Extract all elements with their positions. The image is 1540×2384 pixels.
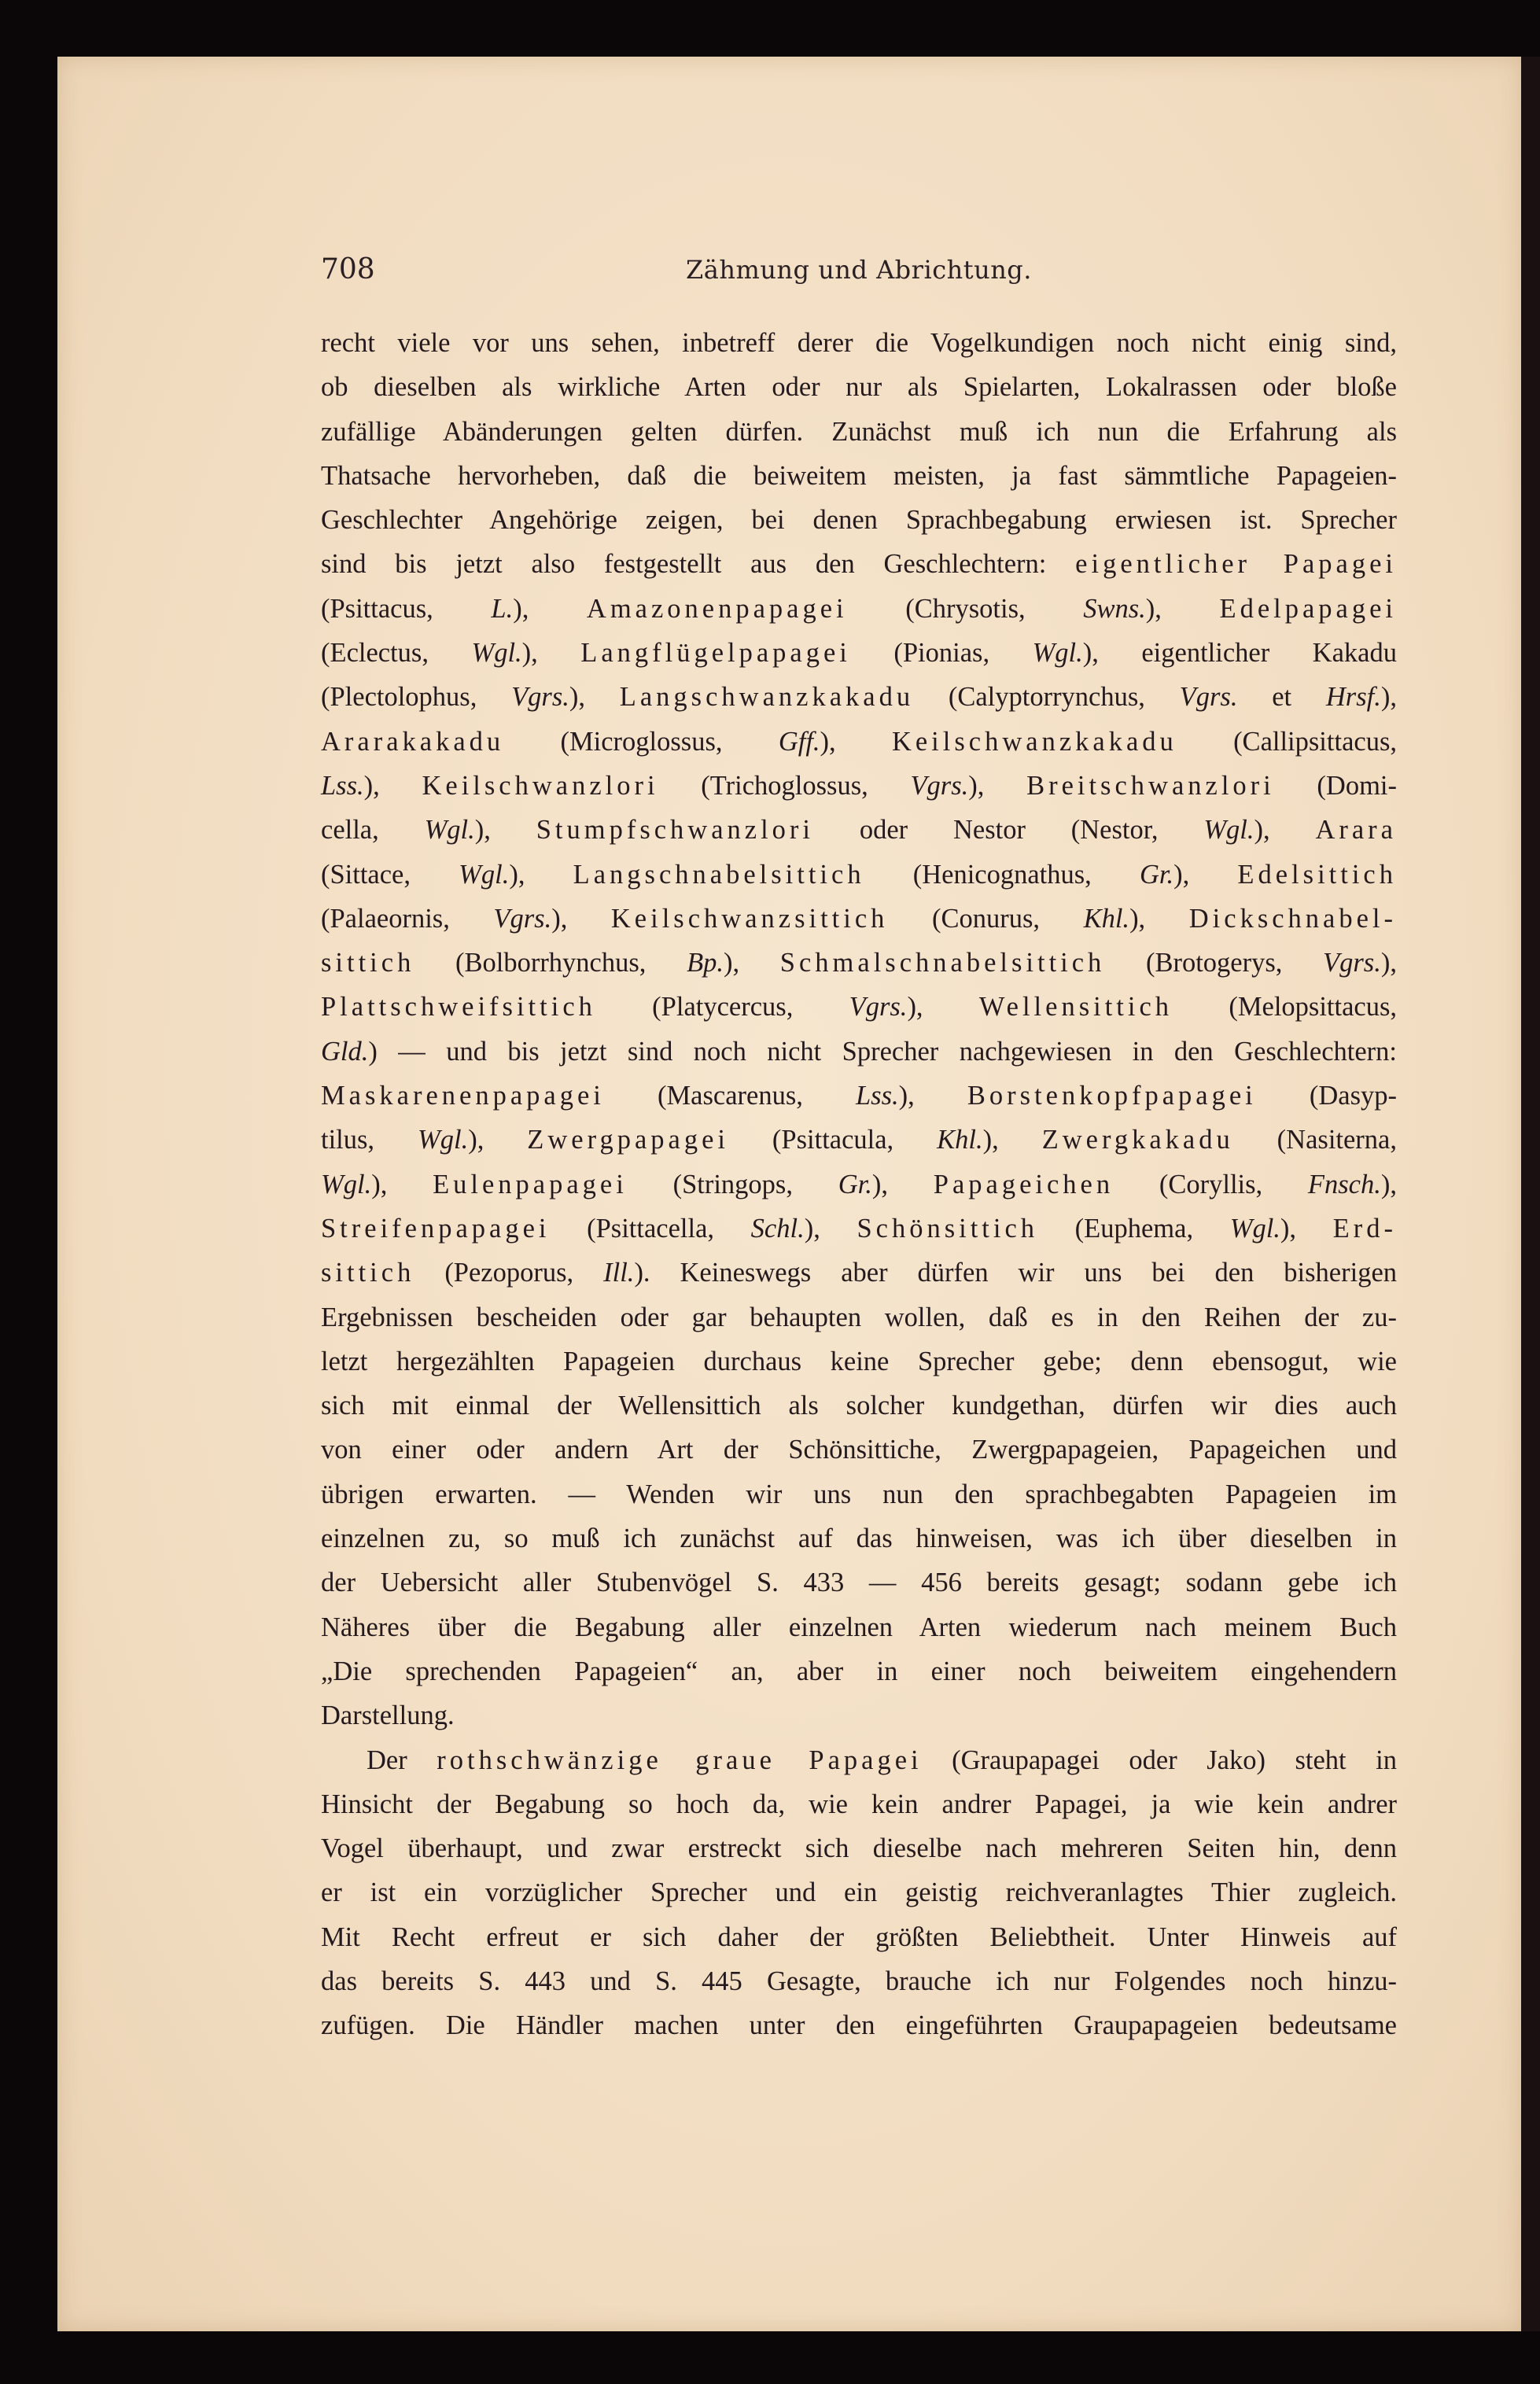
author-abbreviation: Gr. (1139, 859, 1174, 890)
text-segment: Mit Recht erfreut er sich daher der größten Beliebtheit. Unter Hinweis auf (321, 1922, 1397, 1952)
text-segment: (Coryllis, (1114, 1169, 1308, 1199)
text-segment: ), (968, 770, 1027, 801)
author-abbreviation: Gld. (321, 1036, 369, 1067)
author-abbreviation: Wgl. (321, 1169, 372, 1199)
text-line (321, 1738, 1397, 1782)
author-abbreviation: Wgl. (1203, 815, 1254, 846)
text-segment: ), eigentlicher Kakadu (1082, 638, 1397, 669)
text-line (321, 631, 1397, 675)
text-line (321, 1516, 1397, 1560)
spaced-emphasis: Dickschnabel- (1188, 903, 1398, 934)
text-segment: (Chrysotis, (847, 593, 1084, 624)
spaced-emphasis: sittich (321, 948, 415, 978)
author-abbreviation: Hrsf. (1325, 682, 1381, 713)
spaced-emphasis: Streifenpapagei (321, 1213, 551, 1244)
text-segment: recht viele vor uns sehen, inbetreff derer die Vogelkundigen noch nicht einig sind, (321, 328, 1397, 358)
author-abbreviation: Wgl. (459, 859, 510, 890)
author-abbreviation: Swns. (1083, 593, 1146, 624)
text-line (321, 1915, 1397, 1959)
text-segment: (Psittacella, (550, 1213, 751, 1244)
text-segment: oder Nestor (Nestor, (814, 815, 1204, 846)
spaced-emphasis: Maskarenenpapagei (321, 1081, 605, 1111)
text-segment: ), (1380, 682, 1397, 713)
text-segment: ), (371, 1169, 433, 1199)
text-line (321, 1118, 1397, 1162)
text-segment: ), (907, 992, 979, 1023)
spaced-emphasis: Breitschwanzlori (1026, 770, 1275, 801)
author-abbreviation: Wgl. (418, 1125, 469, 1155)
author-abbreviation: Bp. (687, 948, 724, 978)
text-segment: übrigen erwarten. — Wenden wir uns nun den sprachbegabten Papageien im (321, 1479, 1397, 1509)
text-line (321, 454, 1397, 498)
text-segment: „Die sprechenden Papageien“ an, aber in einer noch beiweitem eingehendern (321, 1656, 1397, 1686)
text-segment: ), (521, 638, 581, 669)
text-line (321, 1605, 1397, 1649)
text-segment: (Euphema, (1038, 1213, 1230, 1244)
page-header (321, 253, 1397, 293)
text-segment: ), (1254, 815, 1316, 846)
text-segment: et (1237, 682, 1326, 713)
author-abbreviation: Fnsch. (1307, 1169, 1381, 1199)
text-line (321, 1163, 1397, 1207)
spaced-emphasis: Papageichen (933, 1169, 1114, 1199)
text-line (321, 675, 1397, 719)
text-segment: Ergebnissen bescheiden oder gar behaupten wollen, daß es in den Reihen der zu- (321, 1302, 1397, 1332)
text-line (321, 764, 1397, 808)
text-segment: (Mascarenus, (604, 1081, 856, 1111)
text-line (321, 897, 1397, 941)
spaced-emphasis: Langschwanzkakadu (619, 682, 915, 713)
text-segment: (Callipsittacus, (1177, 726, 1397, 757)
spaced-emphasis: Schönsittich (857, 1213, 1039, 1244)
text-segment: (Psittacula, (728, 1125, 938, 1155)
text-segment: (Melopsittacus, (1173, 992, 1398, 1023)
text-line (321, 853, 1397, 897)
running-title: Zähmung und Abrichtung. (686, 255, 1032, 285)
text-line (321, 1251, 1397, 1295)
text-line (321, 498, 1397, 542)
text-line (321, 1428, 1397, 1472)
author-abbreviation: Vgrs. (493, 903, 552, 934)
spaced-emphasis: Amazonenpapagei (586, 593, 848, 624)
spaced-emphasis: eigentlicher Papagei (1075, 549, 1397, 580)
text-segment: zufällige Abänderungen gelten dürfen. Zunächst muß ich nun die Erfahrung als (321, 416, 1397, 447)
text-segment: Thatsache hervorheben, daß die beiweitem meisten, ja fast sämmtliche Papageien- (321, 460, 1397, 491)
text-line (321, 808, 1397, 852)
text-segment: ), (513, 593, 587, 624)
text-line (321, 1693, 1397, 1737)
author-abbreviation: Lss. (855, 1081, 899, 1111)
spaced-emphasis: Erd- (1332, 1213, 1397, 1244)
text-line (321, 1782, 1397, 1826)
text-segment: Vogel überhaupt, und zwar erstreckt sich dieselbe nach mehreren Seiten hin, denn (321, 1833, 1397, 1864)
text-segment: (Platycercus, (595, 992, 849, 1023)
text-line (321, 985, 1397, 1029)
author-abbreviation: Schl. (750, 1213, 805, 1244)
text-line (321, 1649, 1397, 1693)
text-segment: tilus, (321, 1125, 418, 1155)
spaced-emphasis: Eulenpapagei (433, 1169, 628, 1199)
author-abbreviation: Ill. (603, 1258, 635, 1288)
author-abbreviation: Vgrs. (1323, 948, 1381, 978)
text-segment: (Plectolophus, (321, 682, 512, 713)
author-abbreviation: Wgl. (1229, 1213, 1280, 1244)
text-segment: ), (1173, 859, 1238, 890)
spaced-emphasis: Keilschwanzkakadu (891, 726, 1177, 757)
spaced-emphasis: Arara (1315, 815, 1397, 846)
text-segment: ), (474, 815, 536, 846)
text-segment: Der (367, 1745, 437, 1775)
text-line (321, 1560, 1397, 1605)
text-segment: (Pezoporus, (414, 1258, 604, 1288)
text-segment: (Microglossus, (504, 726, 779, 757)
text-segment: sind bis jetzt also festgestellt aus den Geschlechtern: (321, 549, 1076, 580)
text-segment: (Henicognathus, (864, 859, 1140, 890)
text-segment: ), (982, 1125, 1042, 1155)
author-abbreviation: Gr. (838, 1169, 872, 1199)
text-segment: Näheres über die Begabung aller einzelnen Arten wiederum nach meinem Buch (321, 1612, 1397, 1642)
author-abbreviation: Khl. (937, 1125, 983, 1155)
text-segment: ), (804, 1213, 857, 1244)
text-segment: (Stringops, (627, 1169, 838, 1199)
text-segment: ). Keineswegs aber dürfen wir uns bei den bisherigen (634, 1258, 1398, 1288)
spaced-emphasis: Edelpapagei (1219, 593, 1397, 624)
text-segment: (Domi- (1274, 770, 1397, 801)
text-segment: ), (820, 726, 892, 757)
spaced-emphasis: Zwergpapagei (527, 1125, 729, 1155)
text-line (321, 410, 1397, 454)
spaced-emphasis: Langschnabelsittich (573, 859, 865, 890)
text-segment: ), (1129, 903, 1189, 934)
spaced-emphasis: Plattschweifsittich (321, 992, 596, 1023)
text-segment: sich mit einmal der Wellensittich als solcher kundgethan, dürfen wir dies auch (321, 1391, 1397, 1421)
author-abbreviation: Lss. (321, 770, 364, 801)
spaced-emphasis: Stumpfschwanzlori (536, 815, 815, 846)
text-line (321, 321, 1397, 365)
text-line (321, 587, 1397, 631)
text-line (321, 1870, 1397, 1914)
spaced-emphasis: Schmalschnabelsittich (779, 948, 1106, 978)
spaced-emphasis: Ararakakadu (321, 726, 505, 757)
spaced-emphasis: rothschwänzige graue Papagei (437, 1745, 923, 1775)
text-segment: ob dieselben als wirkliche Arten oder nur als Spielarten, Lokalrassen oder bloße (321, 372, 1397, 403)
text-segment: (Sittace, (321, 859, 459, 890)
text-line (321, 1339, 1397, 1384)
author-abbreviation: Wgl. (424, 815, 475, 846)
text-segment: (Conurus, (888, 903, 1084, 934)
text-segment: das bereits S. 443 und S. 445 Gesagte, brauche ich nur Folgendes noch hinzu- (321, 1966, 1397, 1996)
text-segment: ), (509, 859, 573, 890)
text-segment: (Nasiterna, (1233, 1125, 1397, 1155)
text-segment: (Pionias, (850, 638, 1033, 669)
author-abbreviation: Wgl. (471, 638, 522, 669)
text-segment: einzelnen zu, so muß ich zunächst auf das hinweisen, was ich über dieselben in (321, 1524, 1397, 1554)
text-line (321, 542, 1397, 586)
text-segment: cella, (321, 815, 425, 846)
text-segment: ), (363, 770, 422, 801)
text-segment: letzt hergezählten Papageien durchaus keine Sprecher gebe; denn ebensogut, wie (321, 1346, 1397, 1376)
text-line (321, 365, 1397, 409)
text-segment: ), (724, 948, 780, 978)
text-line (321, 1074, 1397, 1118)
spaced-emphasis: Borstenkopfpapagei (967, 1081, 1257, 1111)
spaced-emphasis: Wellensittich (978, 992, 1173, 1023)
author-abbreviation: Khl. (1083, 903, 1130, 934)
text-segment: Hinsicht der Begabung so hoch da, wie kein andrer Papagei, ja wie kein andrer (321, 1789, 1397, 1819)
text-segment: Geschlechter Angehörige zeigen, bei denen Sprachbegabung erwiesen ist. Sprecher (321, 505, 1397, 536)
text-segment: (Palaeornis, (321, 903, 494, 934)
text-segment: (Trichoglossus, (658, 770, 911, 801)
text-line (321, 1295, 1397, 1339)
text-segment: der Uebersicht aller Stubenvögel S. 433 — 456 bereits gesagt; sodann gebe ich (321, 1568, 1397, 1598)
text-segment: ), (468, 1125, 528, 1155)
text-segment: von einer oder andern Art der Schönsittiche, Zwergpapageien, Papageichen und (321, 1435, 1397, 1465)
text-segment: ), (1380, 1169, 1397, 1199)
text-segment: ), (1380, 948, 1397, 978)
text-segment: ), (551, 903, 611, 934)
author-abbreviation: Vgrs. (1179, 682, 1238, 713)
page-number: 708 (321, 253, 375, 286)
spaced-emphasis: sittich (321, 1258, 415, 1288)
text-segment: zufügen. Die Händler machen unter den eingeführten Graupapageien bedeutsame (321, 2010, 1397, 2041)
text-segment: (Eclectus, (321, 638, 472, 669)
page-edge-shadow (1521, 57, 1540, 2331)
text-segment: (Calyptorrynchus, (914, 682, 1180, 713)
author-abbreviation: Vgrs. (849, 992, 908, 1023)
text-segment: ), (871, 1169, 934, 1199)
author-abbreviation: Vgrs. (511, 682, 569, 713)
text-line (321, 941, 1397, 985)
author-abbreviation: Vgrs. (910, 770, 969, 801)
text-segment: ), (1145, 593, 1220, 624)
body-text (321, 321, 1397, 2048)
text-segment: (Graupapagei oder Jako) steht in (922, 1745, 1397, 1775)
text-segment: Darstellung. (321, 1700, 455, 1731)
text-line (321, 1826, 1397, 1870)
author-abbreviation: L. (491, 593, 514, 624)
text-line (321, 720, 1397, 764)
spaced-emphasis: Langflügelpapagei (580, 638, 851, 669)
text-segment: er ist ein vorzüglicher Sprecher und ein geistig reichveranlagtes Thier zugleich. (321, 1877, 1397, 1908)
author-abbreviation: Wgl. (1032, 638, 1083, 669)
text-segment: (Brotogerys, (1105, 948, 1324, 978)
text-segment: (Psittacus, (321, 593, 492, 624)
spaced-emphasis: Edelsittich (1237, 859, 1397, 890)
text-line (321, 1472, 1397, 1516)
text-line (321, 1030, 1397, 1074)
spaced-emphasis: Keilschwanzsittich (610, 903, 889, 934)
text-line (321, 1959, 1397, 2003)
spaced-emphasis: Keilschwanzlori (422, 770, 659, 801)
text-line (321, 2003, 1397, 2047)
text-segment: (Bolborrhynchus, (414, 948, 687, 978)
text-segment: ), (1280, 1213, 1333, 1244)
text-segment: ), (569, 682, 620, 713)
text-line (321, 1384, 1397, 1428)
text-segment: ) — und bis jetzt sind noch nicht Sprecher nachgewiesen in den Geschlechtern: (368, 1036, 1397, 1067)
text-line (321, 1207, 1397, 1251)
text-segment: (Dasyp- (1256, 1081, 1397, 1111)
author-abbreviation: Gff. (778, 726, 820, 757)
text-segment: ), (898, 1081, 967, 1111)
spaced-emphasis: Zwergkakadu (1041, 1125, 1234, 1155)
